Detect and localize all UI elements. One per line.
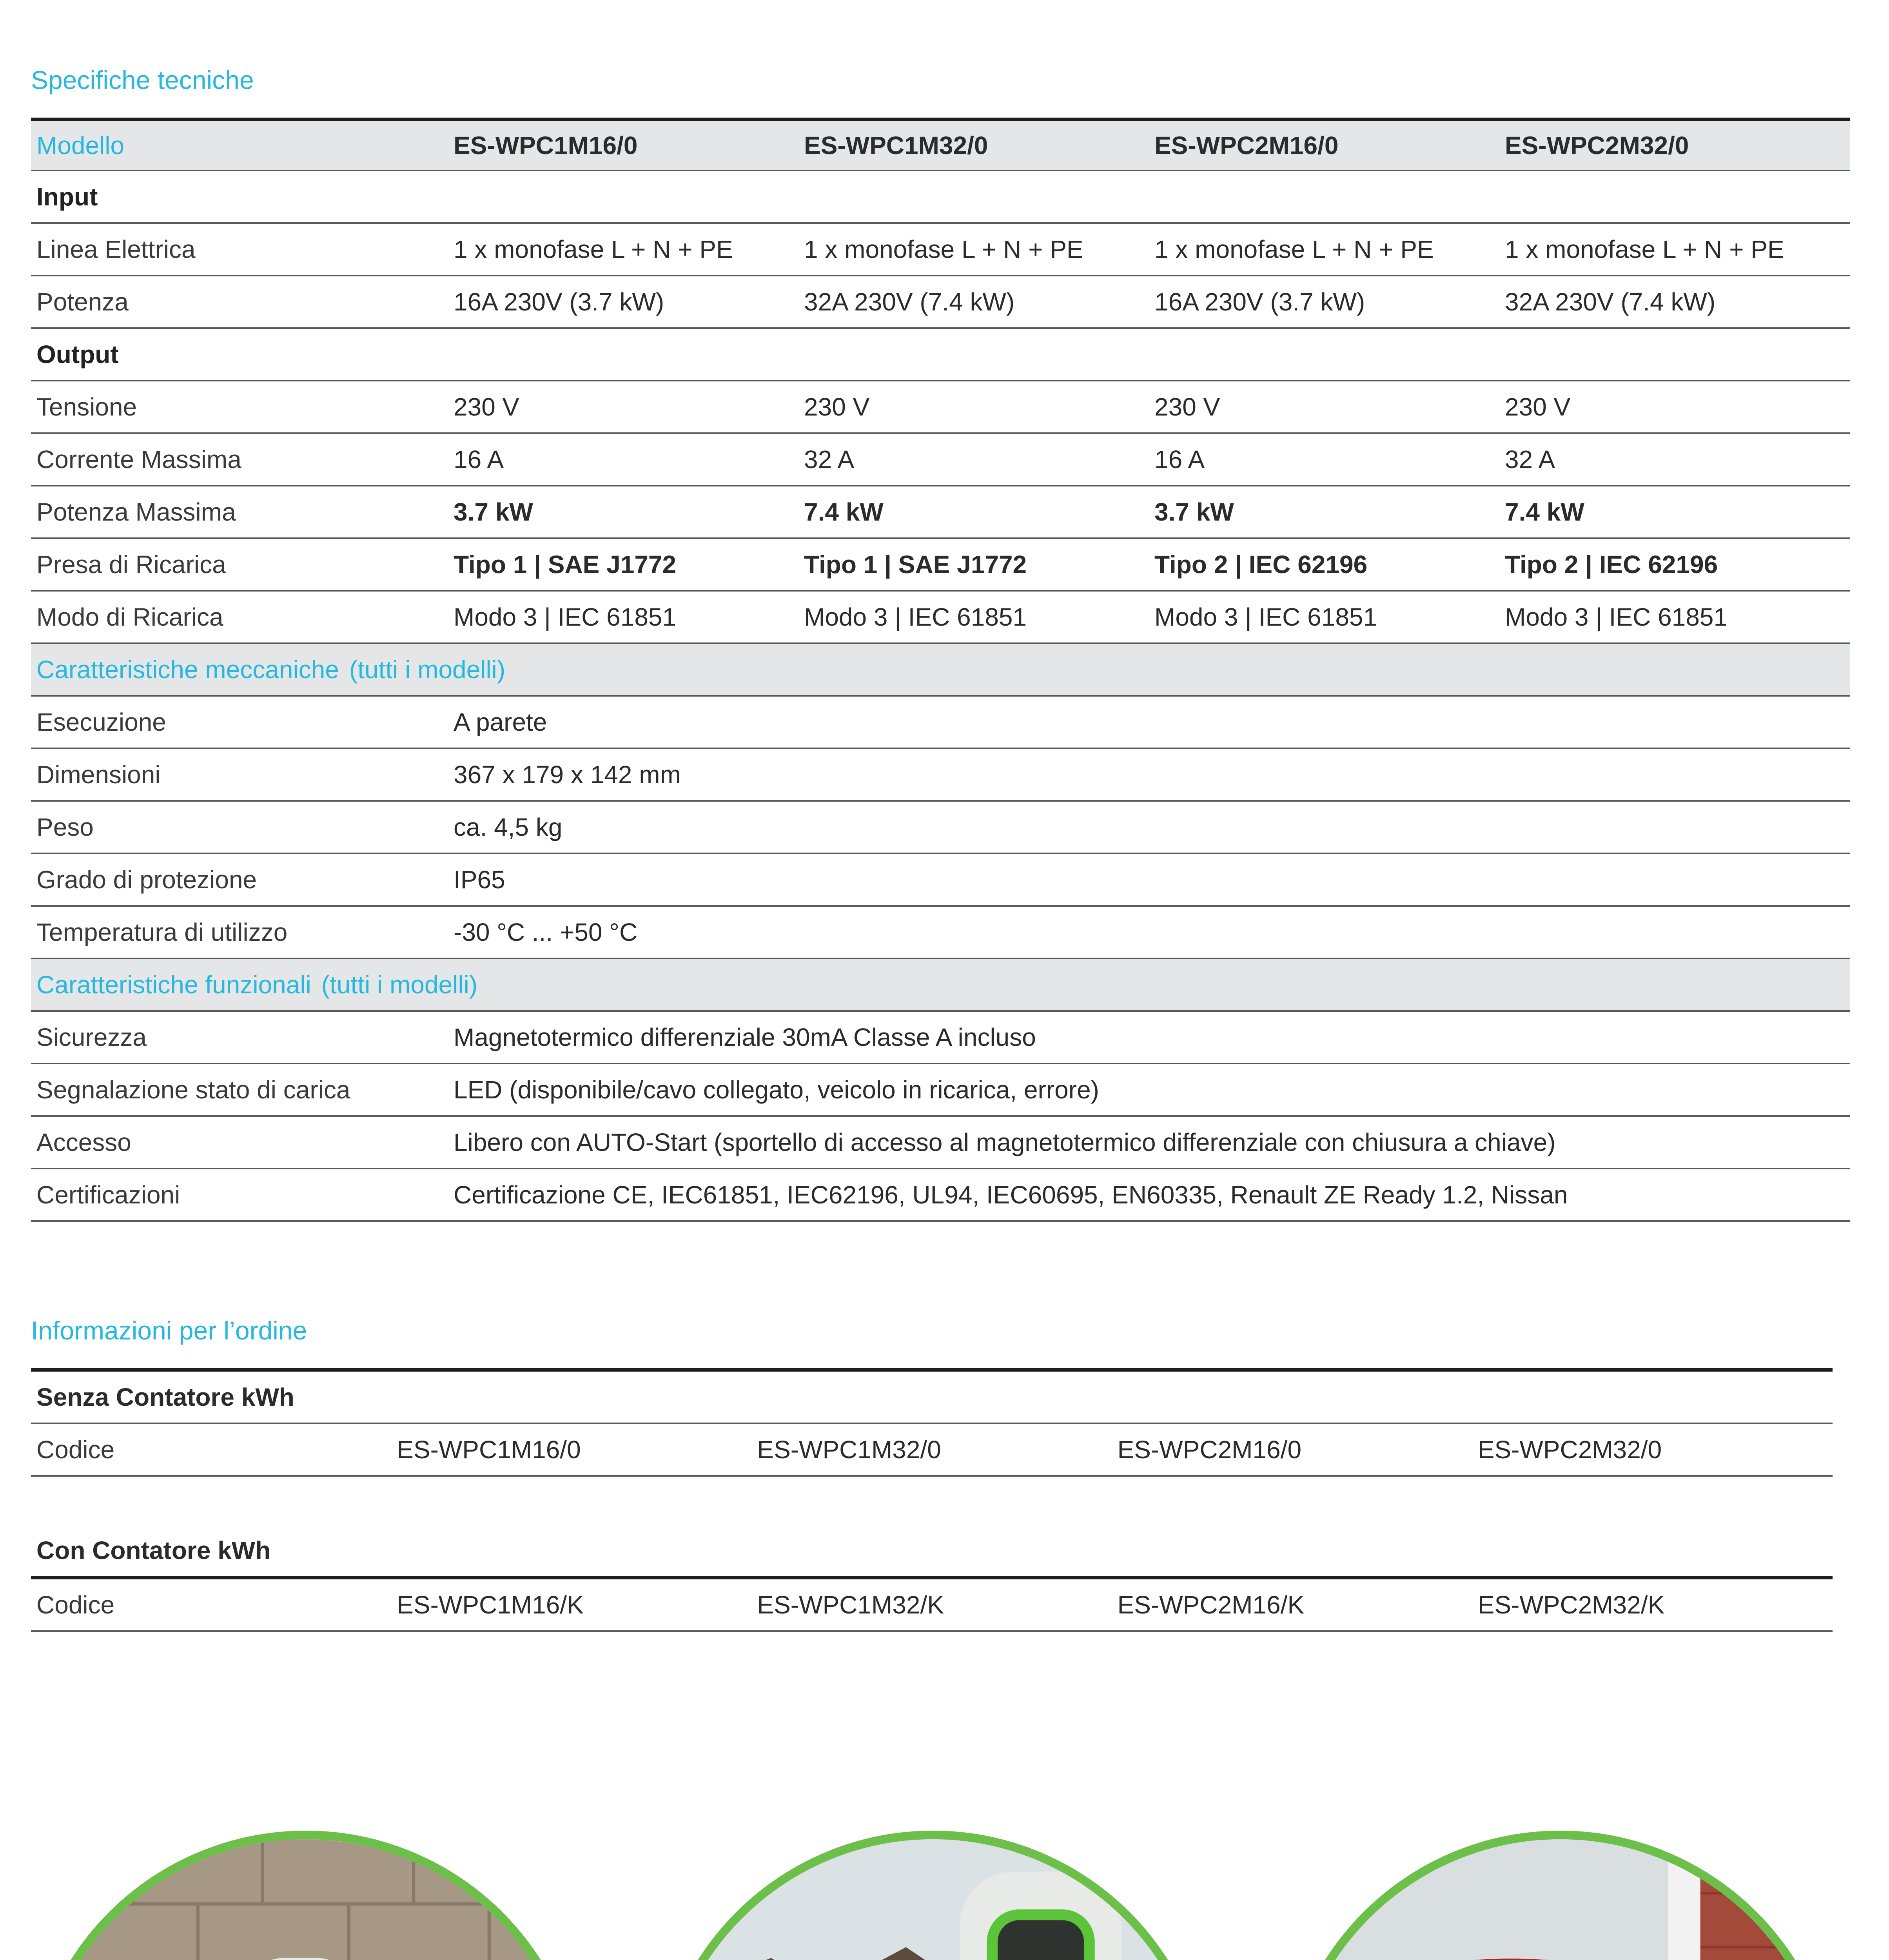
potmax-row xyxy=(31,486,1850,538)
model-header-row xyxy=(31,120,1850,171)
potenza-3: 16A 230V (3.7 kW) xyxy=(1149,276,1499,328)
tensione-4: 230 V xyxy=(1499,381,1850,433)
senza-label: Senza Contatore kWh xyxy=(31,1370,1833,1424)
corrente-1: 16 A xyxy=(448,433,798,486)
input-group-row xyxy=(31,171,1850,223)
presa-2: Tipo 1 | SAE J1772 xyxy=(798,538,1149,591)
senza-code-2: ES-WPC1M32/0 xyxy=(751,1423,1112,1476)
grado-label: Grado di protezione xyxy=(31,853,448,906)
peso-row xyxy=(31,801,1850,853)
senza-codes-row xyxy=(31,1423,1833,1476)
senza-header-row xyxy=(31,1370,1833,1424)
potenza-row xyxy=(31,276,1850,328)
grado-value: IP65 xyxy=(448,853,1850,906)
modo-2: Modo 3 | IEC 61851 xyxy=(798,591,1149,643)
spec-table xyxy=(31,118,1850,1222)
func-suffix: (tutti i modelli) xyxy=(321,970,478,999)
con-code-1: ES-WPC1M16/K xyxy=(391,1578,751,1632)
order-title: Informazioni per l’ordine xyxy=(31,1316,307,1345)
func-band xyxy=(31,958,1850,1011)
con-code-2: ES-WPC1M32/K xyxy=(751,1578,1112,1632)
potenza-4: 32A 230V (7.4 kW) xyxy=(1499,276,1850,328)
potenza-2: 32A 230V (7.4 kW) xyxy=(798,276,1149,328)
modo-4: Modo 3 | IEC 61851 xyxy=(1499,591,1850,643)
esecuzione-value: A parete xyxy=(448,696,1850,748)
potenza-1: 16A 230V (3.7 kW) xyxy=(448,276,798,328)
potmax-label: Potenza Massima xyxy=(31,486,448,538)
order-table-senza xyxy=(31,1368,1833,1477)
photo-red-car xyxy=(1282,1831,1838,1960)
func-title: Caratteristiche funzionali xyxy=(36,970,311,999)
con-code-3: ES-WPC2M16/K xyxy=(1112,1578,1472,1632)
peso-label: Peso xyxy=(31,801,448,853)
modo-1: Modo 3 | IEC 61851 xyxy=(448,591,798,643)
senza-codice-label: Codice xyxy=(31,1423,391,1476)
senza-code-3: ES-WPC2M16/0 xyxy=(1112,1423,1472,1476)
tensione-3: 230 V xyxy=(1149,381,1499,433)
grado-row xyxy=(31,853,1850,906)
con-code-4: ES-WPC2M32/K xyxy=(1472,1578,1833,1632)
corrente-2: 32 A xyxy=(798,433,1149,486)
con-label: Con Contatore kWh xyxy=(31,1525,1833,1578)
temp-label: Temperatura di utilizzo xyxy=(31,906,448,958)
presa-1: Tipo 1 | SAE J1772 xyxy=(448,538,798,591)
photo-charger-car xyxy=(655,1831,1211,1960)
modo-3: Modo 3 | IEC 61851 xyxy=(1149,591,1499,643)
modo-label: Modo di Ricarica xyxy=(31,591,448,643)
linea-row xyxy=(31,223,1850,276)
potmax-4: 7.4 kW xyxy=(1499,486,1850,538)
model-2: ES-WPC1M32/0 xyxy=(798,120,1149,171)
con-codes-row xyxy=(31,1578,1833,1632)
potmax-1: 3.7 kW xyxy=(448,486,798,538)
presa-4: Tipo 2 | IEC 62196 xyxy=(1499,538,1850,591)
output-group-row xyxy=(31,328,1850,381)
mech-suffix: (tutti i modelli) xyxy=(349,655,506,684)
sicurezza-label: Sicurezza xyxy=(31,1011,448,1063)
potenza-label: Potenza xyxy=(31,276,448,328)
peso-value: ca. 4,5 kg xyxy=(448,801,1850,853)
linea-2: 1 x monofase L + N + PE xyxy=(798,223,1149,276)
spec-title: Specifiche tecniche xyxy=(31,65,254,94)
tensione-row xyxy=(31,381,1850,433)
model-1: ES-WPC1M16/0 xyxy=(448,120,798,171)
potmax-3: 3.7 kW xyxy=(1149,486,1499,538)
dimensioni-row xyxy=(31,748,1850,801)
corrente-4: 32 A xyxy=(1499,433,1850,486)
tensione-1: 230 V xyxy=(448,381,798,433)
cert-label: Certificazioni xyxy=(31,1169,448,1221)
tensione-label: Tensione xyxy=(31,381,448,433)
modo-row xyxy=(31,591,1850,643)
sicurezza-value: Magnetotermico differenziale 30mA Classe A incluso xyxy=(448,1011,1850,1063)
photo-wall-charger xyxy=(27,1831,584,1960)
linea-3: 1 x monofase L + N + PE xyxy=(1149,223,1499,276)
dimensioni-value: 367 x 179 x 142 mm xyxy=(448,748,1850,801)
linea-4: 1 x monofase L + N + PE xyxy=(1499,223,1850,276)
senza-code-1: ES-WPC1M16/0 xyxy=(391,1423,751,1476)
sicurezza-row xyxy=(31,1011,1850,1063)
presa-3: Tipo 2 | IEC 62196 xyxy=(1149,538,1499,591)
temp-row xyxy=(31,906,1850,958)
mech-band xyxy=(31,643,1850,696)
input-label: Input xyxy=(31,171,448,223)
model-3: ES-WPC2M16/0 xyxy=(1149,120,1499,171)
linea-label: Linea Elettrica xyxy=(31,223,448,276)
esecuzione-label: Esecuzione xyxy=(31,696,448,748)
dimensioni-label: Dimensioni xyxy=(31,748,448,801)
linea-1: 1 x monofase L + N + PE xyxy=(448,223,798,276)
potmax-2: 7.4 kW xyxy=(798,486,1149,538)
cert-value: Certificazione CE, IEC61851, IEC62196, UL94, IEC60695, EN60335, Renault ZE Ready 1.2, Nissan xyxy=(448,1169,1850,1221)
accesso-row xyxy=(31,1116,1850,1169)
cert-row xyxy=(31,1169,1850,1221)
presa-row xyxy=(31,538,1850,591)
segnalazione-label: Segnalazione stato di carica xyxy=(31,1063,448,1116)
con-header-row xyxy=(31,1525,1833,1578)
senza-code-4: ES-WPC2M32/0 xyxy=(1472,1423,1833,1476)
presa-label: Presa di Ricarica xyxy=(31,538,448,591)
output-label: Output xyxy=(31,328,448,381)
mech-band-row xyxy=(31,643,1850,696)
accesso-value: Libero con AUTO-Start (sportello di accesso al magnetotermico differenziale con chiusura a chiave) xyxy=(448,1116,1850,1169)
segnalazione-row xyxy=(31,1063,1850,1116)
corrente-row xyxy=(31,433,1850,486)
temp-value: -30 °C ... +50 °C xyxy=(448,906,1850,958)
model-4: ES-WPC2M32/0 xyxy=(1499,120,1850,171)
func-band-row xyxy=(31,958,1850,1011)
esecuzione-row xyxy=(31,696,1850,748)
accesso-label: Accesso xyxy=(31,1116,448,1169)
order-table-con xyxy=(31,1525,1833,1632)
model-label: Modello xyxy=(31,120,448,171)
con-codice-label: Codice xyxy=(31,1578,391,1632)
corrente-label: Corrente Massima xyxy=(31,433,448,486)
corrente-3: 16 A xyxy=(1149,433,1499,486)
mech-title: Caratteristiche meccaniche xyxy=(36,655,339,684)
tensione-2: 230 V xyxy=(798,381,1149,433)
segnalazione-value: LED (disponibile/cavo collegato, veicolo in ricarica, errore) xyxy=(448,1063,1850,1116)
